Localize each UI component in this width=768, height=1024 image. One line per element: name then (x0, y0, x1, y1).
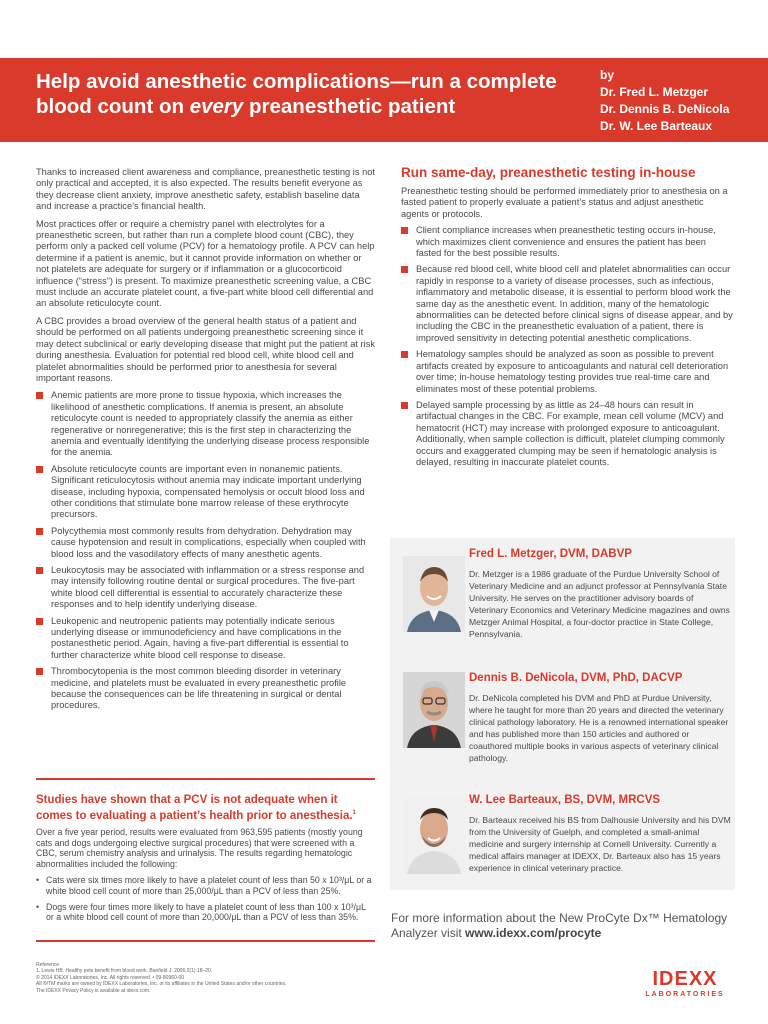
right-column (401, 165, 733, 473)
divider-bottom (36, 940, 375, 942)
more-info: For more information about the New ProCyte Dx™ Hematology Analyzer visit www.idexx.com/procyte (391, 911, 728, 940)
title-line-2: blood count on every preanesthetic patient (36, 95, 456, 118)
bullet-square-icon (36, 466, 43, 473)
author-by: by (600, 68, 615, 82)
inhouse-list (401, 225, 733, 468)
bullet-square-icon (401, 266, 408, 273)
bio-text: Dr. Metzger is a 1986 graduate of the Purdue University School of Veterinary Medicine and an adjunct professor at Pennsylvania State University. He serves on the practitioner advisory boards of Veterinary Economics and Veterinary Medicine magazines and owns Metzger Animal Hospital, a four-doctor practice in State College, Pennsylvania. (469, 569, 730, 639)
bullet-square-icon (36, 392, 43, 399)
list-item: • Cats were six times more likely to have a platelet count of less than 50 x 10³/μL or a white blood cell count of more than 25,000/μL than a PCV of less than 25%. (36, 875, 375, 897)
bullet-square-icon (401, 402, 408, 409)
list-item: • Dogs were four times more likely to have a platelet count of less than 100 x 10³/μL or a white blood cell count of more than 20,000/μL than a PCV of less than 35%. (36, 902, 375, 924)
bio-text: Dr. Barteaux received his BS from Dalhousie University and his DVM from the University of Guelph, and completed a small-animal medicine and surgery internship at Cornell University. Currently a medical affairs manager at IDEXX, Dr. Barteaux also has 15 years experience in clinical veterinary practice. (469, 815, 731, 873)
bullet-square-icon (401, 227, 408, 234)
bio-name: W. Lee Barteaux, BS, DVM, MRCVS (469, 794, 661, 806)
bullet-square-icon (36, 528, 43, 535)
list-item: Hematology samples should be analyzed as soon as possible to prevent artifacts created by exposure to anticoagulants and natural cell deterioration over time; in-house hematology testing provides true real-time care and eliminates most of these potential problems. (401, 349, 733, 395)
list-item: Because red blood cell, white blood cell and platelet abnormalities can occur rapidly in response to a variety of disease processes, such as infectious, inflammatory and metabolic disease, it is essential to perform blood work the same day as the anesthetic event. In addition, many of the hematologic abnormalities can be detected before clinical signs of disease appear, and by including the CBC in the preanesthetic evaluation of a patient, there is improved sensitivity in detecting potential anesthetic complications. (401, 264, 733, 344)
logo-subtitle: LABORATORIES (645, 991, 725, 998)
list-item: Delayed sample processing by as little as 24–48 hours can result in artifactual changes in the CBC. For example, mean cell volume (MCV) and hematocrit (HCT) may increase with prolonged exposure to anticoagulant. Additionally, when sample collection is difficult, platelet clumping commonly occurs and exaggerated clumping may be seen if hematologic analysis is delayed, resulting in inaccurate platelet counts. (401, 400, 733, 468)
references: Reference 1. Lewis HB. Healthy pets benefit from blood work. Banfield J. 2006;2(1):18–20. © 2014 IDEXX Laboratories, Inc. All rights reserved. • 09-80960-00 All ®/TM marks are owned by IDEXX Laboratories, Inc. or its affiliates in the United States and/or other countries. The IDEXX Privacy Policy is available at idexx.com. (36, 962, 287, 994)
list-item: Absolute reticulocyte counts are important even in nonanemic patients. Significant reticulocytosis without anemia may indicate important underlying disease, including hypoxia, compensated hemolysis or occult blood loss and other conditions that stimulate bone marrow release of these erythrocyte precursors. (36, 464, 375, 521)
list-item: Leukocytosis may be associated with inflammation or a stress response and may intensify following routine dental or surgical procedures. The five-part white blood cell differential is essential to accurately characterize these responses and to help identify underlying disease. (36, 565, 375, 611)
left-column (36, 167, 375, 717)
logo-wordmark: IDEXX (652, 968, 718, 990)
section-intro: Preanesthetic testing should be performed immediately prior to anesthesia on a fasted patient to properly evaluate a patient’s status and adjust anesthetic agents or protocols. (401, 186, 728, 219)
page-title (36, 69, 591, 119)
bio-name: Fred L. Metzger, DVM, DABVP (469, 548, 632, 560)
intro-paragraph: Thanks to increased client awareness and compliance, preanesthetic testing is not only practical and accepted, it is also expected. The results benefit everyone as they decrease client anxiety, improve anesthetic safety, establish baseline data and increase a practice’s financial health. (36, 167, 376, 212)
procyte-link[interactable]: www.idexx.com/procyte (465, 926, 602, 940)
study-results-list (36, 875, 375, 923)
author-name: Dr. W. Lee Barteaux (600, 119, 713, 133)
section-heading: Run same-day, preanesthetic testing in-house (401, 165, 696, 180)
reasons-list (36, 390, 375, 712)
title-emphasis: every (189, 95, 244, 118)
list-item: Polycythemia most commonly results from dehydration. Dehydration may cause hypotension and result in complications, especially when coupled with blood loss and the vasodilatory effects of many anesthetic agents. (36, 526, 375, 560)
list-item: Client compliance increases when preanesthetic testing occurs in-house, which maximizes client convenience and ensures the patient has been fasted for the best possible results. (401, 225, 733, 259)
author-bios-panel (390, 538, 735, 890)
author-photo (403, 798, 465, 874)
intro-paragraph: Most practices offer or require a chemistry panel with electrolytes for a preanesthetic screen, but rather than run a complete blood count (CBC), they perform only a packed cell volume (PCV) for a hematology profile. A PCV can help determine if a patient is anemic, but it cannot provide information on whether or not platelets are adequate for surgery or if inflammation or a glucocorticoid influence (“stress”) is present. To maximize preanesthetic screening value, a CBC must include an accurate platelet count, a five-part white blood cell differential and an absolute reticulocyte count. (36, 218, 375, 309)
bio-text: Dr. DeNicola completed his DVM and PhD at Purdue University, where he taught for more than 20 years and directed the veterinary clinical pathology laboratory. He is a renowned international speaker and has published more than 150 articles and authored or coauthored multiple books in various aspects of veterinary clinical pathology. (469, 693, 729, 763)
author-name: Dr. Dennis B. DeNicola (600, 102, 730, 116)
bullet-square-icon (36, 668, 43, 675)
study-text: Over a five year period, results were evaluated from 963,595 patients (mostly young cats and dogs undergoing elective surgical procedures) that were screened with a CBC, serum chemistry analysis and urinalysis. The results regarding hematologic abnormalities included the following: (36, 826, 363, 870)
author-name: Dr. Fred L. Metzger (600, 85, 709, 99)
divider-top (36, 778, 375, 780)
study-heading: Studies have shown that a PCV is not adequate when it comes to evaluating a patient’s health prior to anesthesia.$^1$ (36, 794, 356, 822)
bullet-square-icon (36, 567, 43, 574)
idexx-logo (636, 967, 734, 999)
author-list (600, 67, 729, 135)
title-line-1: Help avoid anesthetic complications—run a complete (36, 70, 557, 93)
author-photo (403, 556, 465, 632)
study-callout (36, 794, 375, 928)
list-item: Thrombocytopenia is the most common bleeding disorder in veterinary medicine, and platelets must be evaluated in every preanesthetic profile because the consequences can be life threatening in surgical or dental procedures. (36, 666, 375, 712)
bullet-square-icon (36, 618, 43, 625)
intro-paragraph: A CBC provides a broad overview of the general health status of a patient and should be performed on all patients undergoing preanesthetic screening since it may detect subclinical or early developing disease that might put the patient at risk during anesthesia. Evaluation for potential red blood cell, white blood cell and platelet abnormalities should be performed prior to anesthesia for several important reasons. (36, 315, 376, 383)
bullet-square-icon (401, 351, 408, 358)
author-photo (403, 672, 465, 748)
bio-name: Dennis B. DeNicola, DVM, PhD, DACVP (469, 672, 683, 684)
list-item: Anemic patients are more prone to tissue hypoxia, which increases the likelihood of anesthetic complications. If anemia is present, an absolute reticulocyte count is needed to appropriately classify the anemia as either regenerative or nonregenerative; this is the first step in characterizing the anemia and eventually identifying the underlying disease process responsible for the anemia. (36, 390, 375, 458)
list-item: Leukopenic and neutropenic patients may potentially indicate serious underlying disease or immunodeficiency and have complications in the postanesthetic period. Again, having a five-part differential is essential to further characterize white blood cell response to disease. (36, 616, 375, 662)
